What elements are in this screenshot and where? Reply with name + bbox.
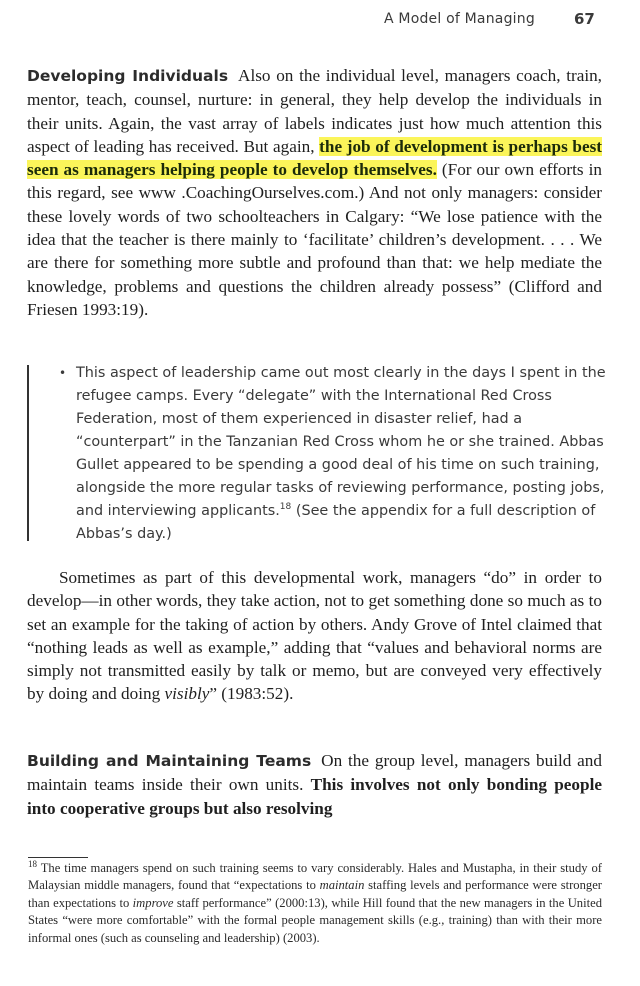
footnote-italic: improve [132, 895, 174, 910]
paragraph-developmental-work [27, 566, 602, 706]
footnote-number: 18 [28, 858, 37, 869]
footnote-text: staffing levels and performance were stronger than expectations to [28, 878, 602, 910]
footnote-18 [28, 860, 602, 947]
running-title: A Model of Managing [384, 11, 535, 27]
quote-body: This aspect of leadership came out most clearly in the days I spent in the refugee camps. Every “delegate” with the International Red Cross Federation, most of them experienced in disaster relief, had a “counterpart” in the Tanzanian Red Cross whom he or she trained. Abbas Gullet appeared to be spending a good deal of his time on such training, alongside the more regular tasks of reviewing performance, posting jobs, and interviewing applicants. [76, 365, 606, 519]
quote-body-end: (See the appendix for a full description of Abbas’s day.) [76, 503, 596, 542]
bullet-icon: • [59, 366, 67, 380]
section-heading-building-teams: Building and Maintaining Teams [27, 752, 312, 770]
sidebar-quote-block [27, 362, 617, 544]
paragraph-developing-individuals [27, 64, 602, 321]
footnote-italic: maintain [319, 878, 365, 893]
footnote-reference[interactable]: 18 [279, 502, 292, 513]
highlighted-text: the job of development is perhaps best seen as managers helping people to develop themselves. [27, 136, 603, 180]
footnote-text: The time managers spend on such training seems to vary considerably. Hales and Mustapha, in their study of Malaysian middle managers, found that “expectations to [28, 861, 602, 893]
paragraph-text: Sometimes as part of this developmental work, managers “do” in order to develop—in other words, they take action, not to get something done so much as to set an example for the taking of action by others. Andy Grove of Intel claimed that “nothing leads as well as example,” adding that “values and behavioral norms are simply not transmitted easily by talk or memo, but are conveyed very effectively by doing and doing [27, 568, 602, 704]
italic-text: visibly [164, 684, 210, 704]
footnote-divider [28, 857, 88, 858]
paragraph-text: On the group level, managers build and maintain teams inside their own units. [27, 751, 602, 795]
running-header [384, 8, 604, 32]
paragraph-text-end: ” (1983:52). [209, 684, 294, 704]
paragraph-text-continued: (For our own efforts in this regard, see www .CoachingOurselves.com.) And not only managers: consider these lovely words of two schoolteachers in Calgary: “We lose patience with the idea that the teacher is there mainly to ‘facilitate’ children’s development. . . . We are there for something more subtle and profound than that: we help mediate the knowledge, problems and questions the children already possess” (Clifford and Friesen 1993:19). [27, 160, 602, 319]
quote-vertical-rule [27, 365, 29, 541]
footnote-text: staff performance” (2000:13), while Hill found that the new managers in the United States “were more comfortable” with the formal people management skills (e.g., training) than with their more informal ones (such as counseling and leadership) (2003). [28, 895, 602, 945]
paragraph-text: Also on the individual level, managers coach, train, mentor, teach, counsel, nurture: in general, they help develop the individuals in their units. Again, the vast array of labels indicates just how much attention this aspect of leading has received. But again, [27, 66, 602, 156]
bold-text: This involves not only bonding people into cooperative groups but also resolving [27, 775, 602, 818]
quote-text [59, 362, 616, 546]
section-heading-developing-individuals: Developing Individuals [27, 67, 229, 85]
page-number: 67 [574, 10, 595, 28]
paragraph-building-teams [27, 749, 602, 820]
